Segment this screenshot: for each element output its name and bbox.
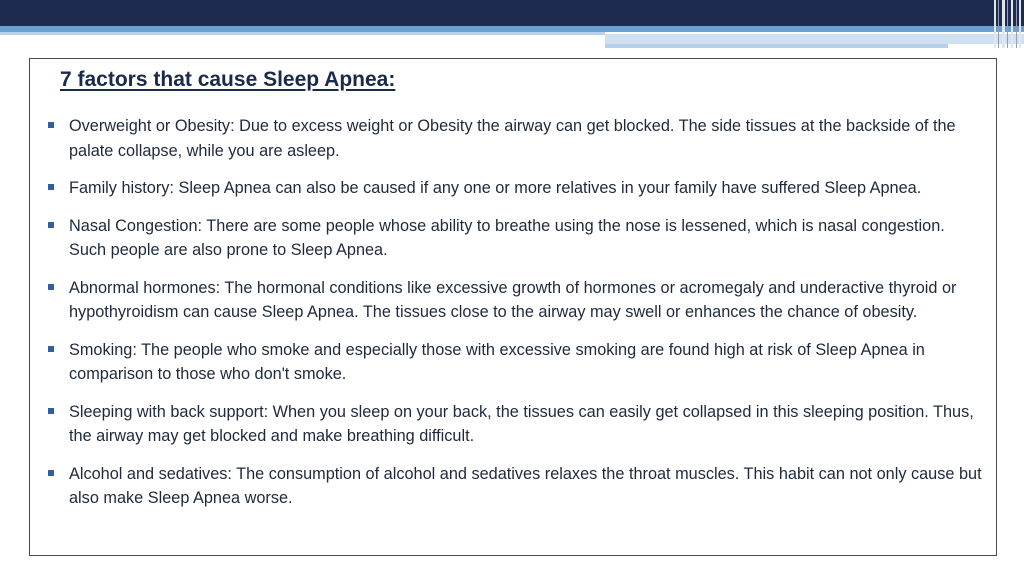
header-band <box>0 0 1024 26</box>
bullet-square-icon <box>48 408 54 414</box>
bullet-square-icon <box>48 184 54 190</box>
bullet-square-icon <box>48 470 54 476</box>
factor-text: Overweight or Obesity: Due to excess weight or Obesity the airway can get blocked. The side tissues at the backside of the palate collapse, while you are asleep. <box>69 117 956 160</box>
factor-text: Alcohol and sedatives: The consumption of alcohol and sedatives relaxes the throat muscles. This habit can not only cause but also make Sleep Apnea worse. <box>69 464 982 507</box>
list-item <box>48 462 983 511</box>
list-item <box>48 176 983 201</box>
factor-text: Family history: Sleep Apnea can also be caused if any one or more relatives in your family have suffered Sleep Apnea. <box>69 179 922 197</box>
decorative-vertical-bars <box>992 0 1024 48</box>
factor-text: Abnormal hormones: The hormonal conditions like excessive growth of hormones or acromegaly and underactive thyroid or hypothyroidism can cause Sleep Apnea. The tissues close to the airway may swell or enhances the chance of obesity. <box>69 278 957 321</box>
list-item <box>48 338 983 387</box>
factor-text: Sleeping with back support: When you sleep on your back, the tissues can easily get collapsed in this sleeping position. Thus, the airway may get blocked and make breathing difficult. <box>69 402 974 445</box>
list-item <box>48 400 983 449</box>
bullet-square-icon <box>48 284 54 290</box>
list-item <box>48 214 983 263</box>
list-item <box>48 276 983 325</box>
bullet-square-icon <box>48 122 54 128</box>
factor-text: Nasal Congestion: There are some people whose ability to breathe using the nose is lessened, which is nasal congestion. Such people are also prone to Sleep Apnea. <box>69 216 945 259</box>
content-box <box>29 58 997 556</box>
header-light-stripe-left <box>0 32 605 35</box>
slide-title: 7 factors that cause Sleep Apnea: <box>60 68 396 91</box>
list-item <box>48 114 983 163</box>
factor-text: Smoking: The people who smoke and especially those with excessive smoking are found high at risk of Sleep Apnea in comparison to those who don't smoke. <box>69 340 925 383</box>
bullet-square-icon <box>48 222 54 228</box>
header-light-stripe-right <box>605 34 1024 44</box>
bullet-square-icon <box>48 346 54 352</box>
factor-list <box>48 114 983 511</box>
header-thin-stripe-right <box>605 44 948 48</box>
